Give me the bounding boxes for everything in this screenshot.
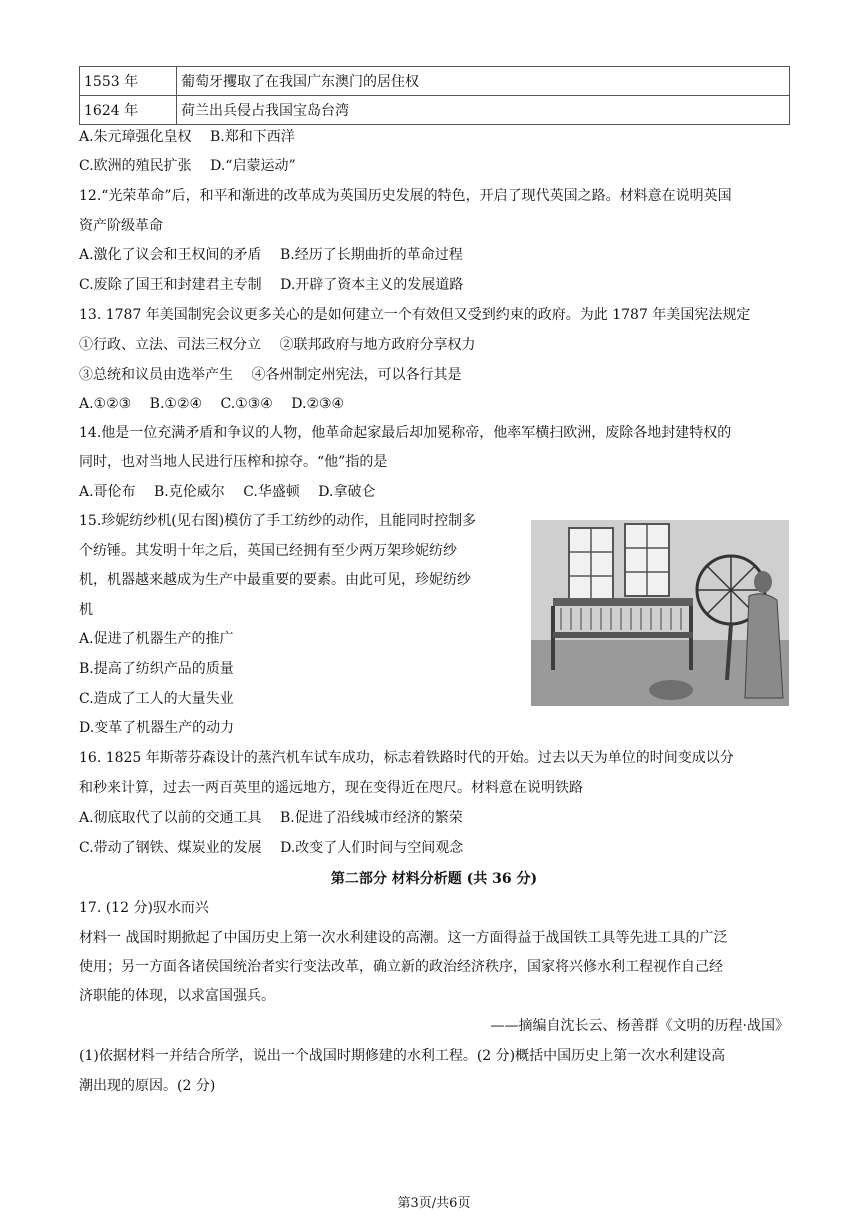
q13-items-12: ①行政、立法、司法三权分立 ②联邦政府与地方政府分享权力: [79, 337, 476, 353]
q15-stem-line-1: 15.珍妮纺纱机(见右图)模仿了手工纺纱的动作，且能同时控制多: [79, 513, 477, 529]
q13-items-34: ③总统和议员由选举产生 ④各州制定州宪法，可以各行其是: [79, 367, 462, 383]
q17-source: ——摘编自沈长云、杨善群《文明的历程·战国》: [490, 1018, 789, 1034]
q16-options-cd: C.带动了钢铁、煤炭业的发展 D.改变了人们时间与空间观念: [79, 840, 464, 856]
q13-options: A.①②③ B.①②④ C.①③④ D.②③④: [79, 396, 345, 412]
q14-stem-line-1: 14.他是一位充满矛盾和争议的人物，他革命起家最后却加冕称帝，他率军横扫欧洲，废除各地封建特权的: [79, 425, 732, 441]
q17-title: 17. (12 分)驭水而兴: [79, 900, 209, 916]
q15-option-c: C.造成了工人的大量失业: [79, 691, 234, 707]
q17-material-line-2: 使用；另一方面各诸侯国统治者实行变法改革，确立新的政治经济秩序，国家将兴修水利工程视作自己经: [79, 959, 723, 975]
q15-option-a: A.促进了机器生产的推广: [79, 631, 234, 647]
q16-stem-line-1: 16. 1825 年斯蒂芬森设计的蒸汽机车试车成功，标志着铁路时代的开始。过去以天为单位的时间变成以分: [79, 750, 734, 766]
page-number: 第3页/共6页: [397, 1196, 471, 1211]
q15-option-d: D.变革了机器生产的动力: [79, 720, 235, 736]
table-cell-year: 1624 年: [80, 96, 177, 125]
part2-heading: 第二部分 材料分析题 (共 36 分): [330, 871, 538, 887]
q15-stem-line-4: 机: [79, 602, 93, 618]
q17-material-line-3: 济职能的体现，以求富国强兵。: [79, 988, 275, 1004]
q17-question-line-2: 潮出现的原因。(2 分): [79, 1078, 216, 1094]
q11-options-cd: C.欧洲的殖民扩张 D.“启蒙运动”: [79, 158, 296, 174]
q12-stem-line-1: 12.“光荣革命”后，和平和渐进的改革成为英国历史发展的特色，开启了现代英国之路。材料意在说明英国: [79, 188, 732, 204]
q12-options-cd: C.废除了国王和封建君主专制 D.开辟了资本主义的发展道路: [79, 277, 464, 293]
history-event-table: [79, 66, 790, 125]
q13-stem: 13. 1787 年美国制宪会议更多关心的是如何建立一个有效但又受到约束的政府。为此 1787 年美国宪法规定: [79, 307, 751, 323]
q16-stem-line-2: 和秒来计算，过去一两百英里的遥远地方，现在变得近在咫尺。材料意在说明铁路: [79, 780, 583, 796]
q15-option-b: B.提高了纺织产品的质量: [79, 661, 234, 677]
table-row: [80, 96, 790, 125]
table-cell-event: 葡萄牙攫取了在我国广东澳门的居住权: [177, 67, 790, 96]
q17-material-line-1: 材料一 战国时期掀起了中国历史上第一次水利建设的高潮。这一方面得益于战国铁工具等先进工具的广泛: [79, 930, 728, 946]
q17-question-line-1: (1)依据材料一并结合所学，说出一个战国时期修建的水利工程。(2 分)概括中国历史上第一次水利建设高: [79, 1048, 726, 1064]
q15-stem-line-2: 个纺锤。其发明十年之后，英国已经拥有至少两万架珍妮纺纱: [79, 543, 457, 559]
q12-stem-line-2: 资产阶级革命: [79, 218, 163, 234]
table-cell-event: 荷兰出兵侵占我国宝岛台湾: [177, 96, 790, 125]
q14-stem-line-2: 同时，也对当地人民进行压榨和掠夺。“他”指的是: [79, 454, 388, 470]
table-cell-year: 1553 年: [80, 67, 177, 96]
spinning-jenny-illustration: [531, 520, 789, 706]
q11-options-ab: A.朱元璋强化皇权 B.郑和下西洋: [79, 129, 295, 145]
q12-options-ab: A.激化了议会和王权间的矛盾 B.经历了长期曲折的革命过程: [79, 247, 463, 263]
q14-options: A.哥伦布 B.克伦威尔 C.华盛顿 D.拿破仑: [79, 484, 376, 500]
q15-stem-line-3: 机，机器越来越成为生产中最重要的要素。由此可见，珍妮纺纱: [79, 572, 471, 588]
table-row: [80, 67, 790, 96]
q16-options-ab: A.彻底取代了以前的交通工具 B.促进了沿线城市经济的繁荣: [79, 810, 463, 826]
